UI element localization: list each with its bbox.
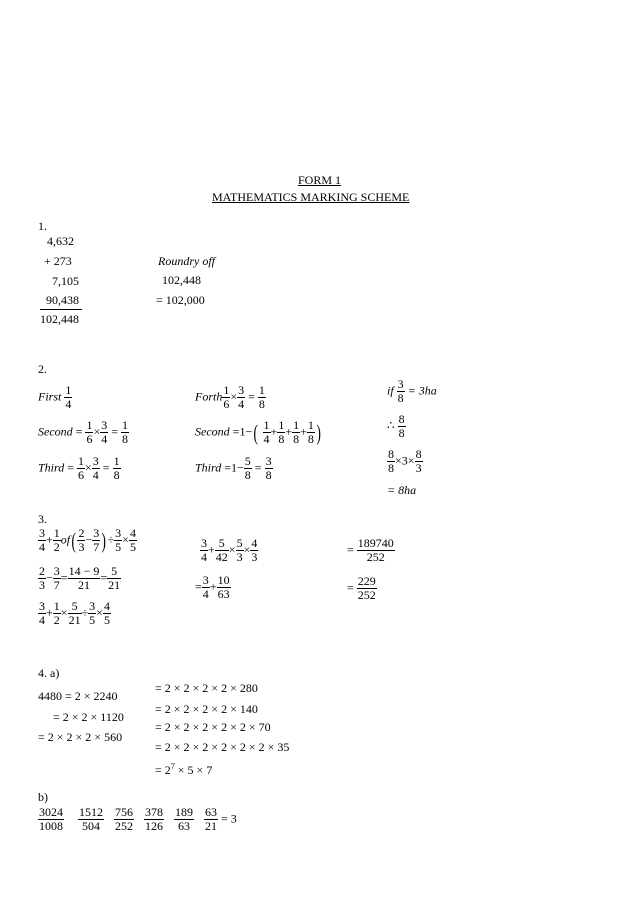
q3-row-4: $\frac{3}{4}$ + $\frac{5}{42}$ × $\frac{5}{3}$ × $\frac{4}{3}$ — [201, 536, 258, 564]
fraction: $\frac{5}{3}$ — [236, 536, 243, 564]
fraction: $\frac{1}{4}$ — [263, 418, 270, 446]
q4-right-line-3: = 2 × 2 × 2 × 2 × 2 × 70 — [155, 720, 271, 734]
fraction: $\frac{3}{7}$ — [93, 526, 100, 554]
page-title: FORM 1 — [298, 173, 342, 187]
fraction: $\frac{2}{3}$ — [39, 564, 45, 592]
q4-b-result: = 3 — [221, 811, 237, 826]
fraction: $\frac{756}{252}$ — [115, 805, 133, 833]
fraction: $\frac{14 - 9}{21}$ — [68, 564, 100, 592]
fraction: $\frac{3}{8}$ — [265, 454, 272, 482]
q1-number: 1. — [38, 219, 47, 233]
fraction: $\frac{3}{4}$ — [101, 418, 108, 446]
fraction: $\frac{1}{4}$ — [65, 383, 72, 411]
q2-if-label: if — [387, 383, 394, 398]
fraction: $\frac{189740}{252}$ — [357, 536, 394, 564]
fraction: $\frac{1}{6}$ — [86, 418, 93, 446]
fraction: $\frac{2}{3}$ — [78, 526, 85, 554]
q2-if-row: if $\frac{3}{8}$ = 3ha — [387, 377, 437, 405]
q3-row-2: $\frac{2}{3}$ − $\frac{3}{7}$ = $\frac{14 - 9}{21}$ = $\frac{5}{21}$ — [39, 564, 121, 592]
q1-round-result: = 102,000 — [156, 293, 205, 307]
q1-addend-1: 4,632 — [47, 234, 74, 248]
fraction: $\frac{3}{4}$ — [39, 526, 45, 554]
fraction: $\frac{3}{5}$ — [115, 526, 122, 554]
fraction: $\frac{3}{4}$ — [92, 454, 99, 482]
q4-left-line-3: = 2 × 2 × 2 × 560 — [38, 730, 123, 744]
q4-right-line-4: = 2 × 2 × 2 × 2 × 2 × 2 × 35 — [155, 740, 290, 754]
fraction: $\frac{378}{126}$ — [145, 805, 163, 833]
q3-row-7: = $\frac{229}{252}$ — [347, 574, 376, 602]
fraction: $\frac{1}{2}$ — [53, 526, 60, 554]
q2-calc-row: $\frac{8}{8}$ ×3× $\frac{8}{3}$ — [388, 447, 422, 475]
fraction: $\frac{229}{252}$ — [357, 574, 376, 602]
fraction: $\frac{3}{8}$ — [397, 377, 404, 405]
fraction: $\frac{5}{21}$ — [68, 599, 81, 627]
fraction: $\frac{1}{8}$ — [113, 454, 120, 482]
q2-forth-label: Forth — [195, 389, 223, 404]
fraction: $\frac{1}{8}$ — [258, 383, 265, 411]
q4-b-row — [38, 806, 237, 833]
q3-row-6: = $\frac{189740}{252}$ — [347, 536, 394, 564]
fraction: $\frac{5}{42}$ — [215, 536, 228, 564]
q4-right-line-2: = 2 × 2 × 2 × 2 × 140 — [155, 702, 258, 716]
fraction: $\frac{63}{21}$ — [205, 805, 217, 833]
q3-number: 3. — [38, 512, 47, 526]
fraction: $\frac{3}{4}$ — [39, 599, 45, 627]
q2-first-label: First — [38, 389, 62, 404]
q2-second-label: Second — [38, 424, 73, 439]
q3-row-3: $\frac{3}{4}$ + $\frac{1}{2}$ × $\frac{5}{21}$ ÷ $\frac{3}{5}$ × $\frac{4}{5}$ — [39, 599, 110, 627]
q2-third-label: Third — [38, 460, 65, 475]
q4-number: 4. a) — [38, 666, 60, 680]
q4-right-line-1: = 2 × 2 × 2 × 2 × 280 — [155, 681, 258, 695]
fraction: $\frac{3}{4}$ — [238, 383, 245, 411]
q4-left-line-1: 4480 = 2 × 2240 — [38, 689, 118, 703]
q4-b-label: b) — [38, 790, 48, 804]
q2-second-row: Second = $\frac{1}{6}$ × $\frac{3}{4}$ = $\frac{1}{8}$ — [38, 418, 128, 446]
q2-second-alt-row: Second =1−( $\frac{1}{4}$ + $\frac{1}{8}$ + $\frac{1}{8}$ + $\frac{1}{8}$ ) — [195, 418, 321, 446]
fraction: $\frac{3}{4}$ — [202, 573, 209, 601]
q2-therefore-row — [387, 413, 406, 440]
fraction: $\frac{3024}{1008}$ — [39, 805, 63, 833]
q1-addend-3: 7,105 — [52, 274, 79, 288]
fraction: $\frac{1}{8}$ — [307, 418, 314, 446]
therefore-symbol: ∴ — [387, 418, 395, 433]
fraction: $\frac{189}{63}$ — [175, 805, 193, 833]
q1-addend-4: 90,438 — [46, 293, 79, 307]
fraction: $\frac{5}{8}$ — [244, 454, 251, 482]
q3-row-1: $\frac{3}{4}$ + $\frac{1}{2}$ of( $\frac{2}{3}$ − $\frac{3}{7}$ )÷ $\frac{3}{5}$ × $\frac{4}{5}$ — [39, 526, 136, 554]
fraction: $\frac{8}{8}$ — [398, 412, 405, 440]
q2-number: 2. — [38, 362, 47, 376]
fraction: $\frac{4}{3}$ — [251, 536, 258, 564]
page-subtitle: MATHEMATICS MARKING SCHEME — [212, 190, 410, 204]
fraction: $\frac{8}{8}$ — [388, 447, 394, 475]
q2-third-alt-row: Third =1− $\frac{5}{8}$ = $\frac{3}{8}$ — [195, 454, 272, 482]
fraction: $\frac{1}{8}$ — [293, 418, 300, 446]
q1-round-label: Roundry off — [158, 254, 215, 268]
fraction: $\frac{4}{5}$ — [129, 526, 136, 554]
fraction: $\frac{1512}{504}$ — [79, 805, 103, 833]
fraction: $\frac{1}{6}$ — [223, 383, 230, 411]
q4-right-line-5: = $2^7 \times 5 \times 7$ — [155, 762, 213, 777]
q2-second-alt-label: Second — [195, 424, 230, 439]
fraction: $\frac{3}{4}$ — [201, 536, 207, 564]
q2-first-row — [38, 384, 72, 411]
q2-third-row: Third = $\frac{1}{6}$ × $\frac{3}{4}$ = $\frac{1}{8}$ — [38, 454, 120, 482]
fraction: $\frac{8}{3}$ — [415, 447, 422, 475]
fraction: $\frac{3}{5}$ — [89, 599, 96, 627]
fraction: $\frac{5}{21}$ — [108, 564, 121, 592]
q2-third-alt-label: Third — [195, 460, 222, 475]
fraction: $\frac{4}{5}$ — [103, 599, 110, 627]
q1-sum: 102,448 — [40, 312, 79, 326]
q2-forth-row: Forth $\frac{1}{6}$ × $\frac{3}{4}$ = $\frac{1}{8}$ — [195, 383, 265, 411]
q4-left-line-2: = 2 × 2 × 1120 — [53, 710, 124, 724]
fraction: $\frac{10}{63}$ — [217, 573, 230, 601]
fraction: $\frac{1}{8}$ — [122, 418, 128, 446]
q1-round-value: 102,448 — [162, 273, 201, 287]
q1-addend-2: + 273 — [44, 254, 72, 268]
fraction: $\frac{1}{8}$ — [278, 418, 285, 446]
q3-row-5: = $\frac{3}{4}$ + $\frac{10}{63}$ — [195, 573, 230, 601]
fraction: $\frac{1}{2}$ — [53, 599, 60, 627]
q1-sum-rule — [40, 309, 82, 310]
fraction: $\frac{1}{6}$ — [78, 454, 85, 482]
fraction: $\frac{3}{7}$ — [53, 564, 60, 592]
q2-result: = 8ha — [387, 483, 417, 497]
